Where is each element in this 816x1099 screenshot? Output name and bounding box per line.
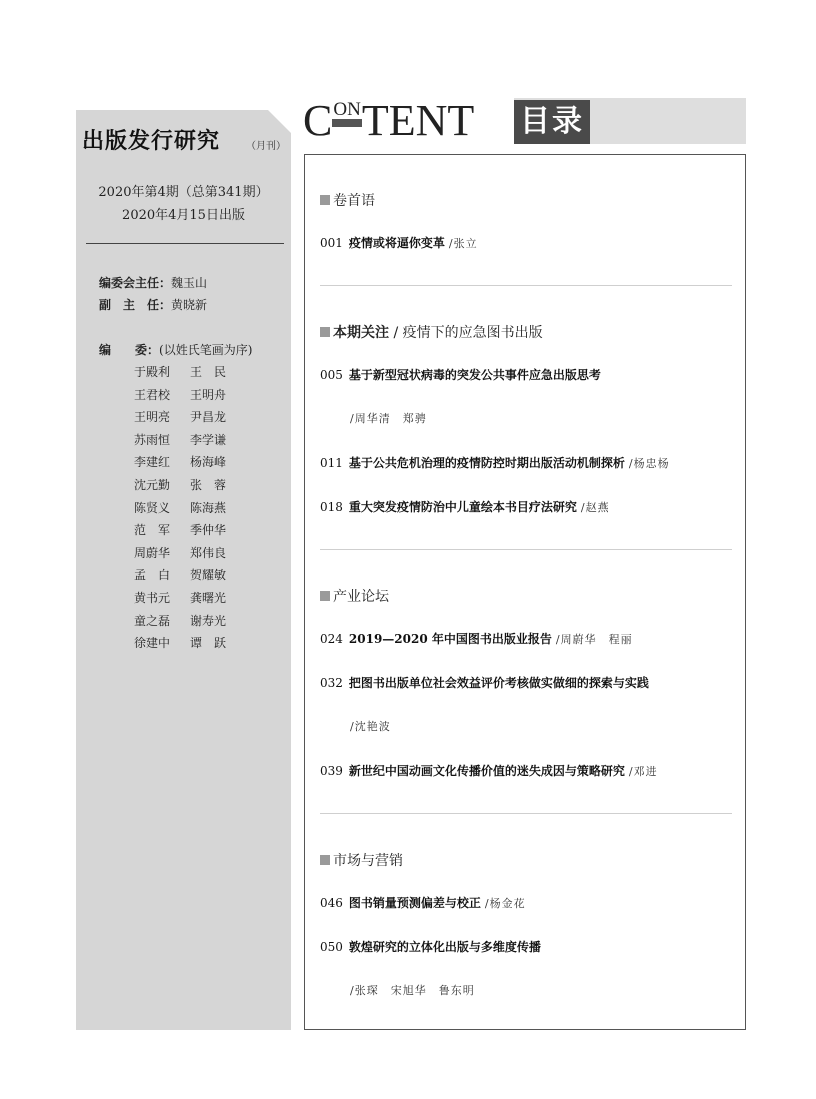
- section-marker-icon: [320, 855, 330, 865]
- wordmark-tent: TENT: [361, 96, 475, 145]
- members-heading: [99, 341, 252, 358]
- member-name: 沈元勤: [134, 478, 171, 492]
- member-name: 王君校: [134, 387, 171, 402]
- sidebar-divider: [86, 243, 284, 244]
- member-name: 黄书元: [134, 591, 171, 605]
- content-wordmark: [303, 96, 474, 146]
- member-name: 陈贤义: [134, 500, 171, 515]
- member-row: [134, 453, 246, 470]
- member-name: 谢寿光: [190, 613, 227, 628]
- member-row: [134, 386, 246, 403]
- section-heading: 本期关注 / 疫情下的应急图书出版: [320, 322, 543, 342]
- mulu-label: 目录: [514, 100, 590, 144]
- member-row: [134, 431, 246, 448]
- wordmark-c: C: [303, 96, 333, 145]
- member-row: [134, 499, 246, 516]
- sidebar-corner-cut: [268, 110, 292, 134]
- toc-entry[interactable]: 001 疫情或将逼你变革 /张立: [320, 236, 478, 250]
- member-name: 周蔚华: [134, 545, 171, 560]
- toc-entry-author: /周华清 郑骋: [350, 412, 427, 425]
- member-name: 孟 白: [134, 568, 171, 583]
- deputy-editor-name: 黄晓新: [171, 298, 208, 312]
- journal-frequency: （月刊）: [246, 141, 286, 152]
- member-row: [134, 589, 246, 606]
- deputy-editor-label: 副 主 任：: [99, 298, 172, 312]
- member-name: 李建红: [134, 455, 171, 470]
- member-name: 王明舟: [190, 387, 227, 402]
- member-name: 郑伟良: [190, 545, 227, 560]
- toc-entry[interactable]: 032 把图书出版单位社会效益评价考核做实做细的探索与实践: [320, 676, 649, 690]
- member-name: 王 民: [190, 365, 227, 379]
- toc-entry-author: /张琛 宋旭华 鲁东明: [350, 984, 475, 997]
- member-name: 陈海燕: [190, 500, 227, 515]
- toc-entry[interactable]: 024 2019—2020 年中国图书出版业报告 /周蔚华 程丽: [320, 632, 633, 646]
- member-name: 徐建中: [134, 636, 171, 651]
- member-row: [134, 544, 246, 561]
- member-name: 杨海峰: [190, 455, 227, 470]
- section-marker-icon: [320, 195, 330, 205]
- member-row: [134, 612, 246, 629]
- members-note: (以姓氏笔画为序): [159, 343, 253, 357]
- member-name: 于殿利: [134, 365, 171, 379]
- member-row: [134, 408, 246, 425]
- member-name: 谭 跃: [190, 636, 227, 651]
- toc-entry[interactable]: 005 基于新型冠状病毒的突发公共事件应急出版思考: [320, 368, 601, 382]
- journal-title: 出版发行研究: [82, 128, 221, 154]
- toc-entry[interactable]: 039 新世纪中国动画文化传播价值的迷失成因与策略研究 /邓进: [320, 764, 658, 778]
- member-name: 范 军: [134, 523, 171, 538]
- section-divider: [320, 813, 732, 814]
- members-label: 编 委：: [99, 343, 160, 357]
- section-divider: [320, 549, 732, 550]
- toc-entry-author: /沈艳波: [350, 720, 391, 733]
- issue-number: 2020年第4期（总第341期）: [98, 185, 269, 200]
- member-name: 苏雨恒: [134, 432, 171, 447]
- member-name: 贺耀敏: [190, 568, 227, 583]
- member-row: [134, 476, 246, 493]
- issue-date: 2020年4月15日出版: [122, 208, 245, 223]
- deputy-editor-row: [99, 296, 207, 313]
- member-row: [134, 521, 246, 538]
- chief-editor-row: [99, 274, 207, 291]
- member-name: 王明亮: [134, 410, 171, 425]
- toc-entry[interactable]: 050 敦煌研究的立体化出版与多维度传播: [320, 940, 541, 954]
- toc-entry[interactable]: 018 重大突发疫情防治中儿童绘本书目疗法研究 /赵燕: [320, 500, 610, 514]
- wordmark-on: ON: [332, 101, 361, 127]
- section-marker-icon: [320, 327, 330, 337]
- chief-editor-name: 魏玉山: [171, 276, 208, 290]
- member-name: 季仲华: [190, 523, 227, 538]
- toc-entry[interactable]: 011 基于公共危机治理的疫情防控时期出版活动机制探析 /杨忠杨: [320, 456, 670, 470]
- section-heading: 市场与营销: [320, 850, 403, 870]
- member-name: 龚曙光: [190, 591, 227, 605]
- chief-editor-label: 编委会主任：: [99, 276, 172, 290]
- member-name: 童之磊: [134, 613, 171, 628]
- member-row: [134, 634, 246, 651]
- section-divider: [320, 285, 732, 286]
- member-row: [134, 566, 246, 583]
- member-name: 尹昌龙: [190, 410, 227, 425]
- section-marker-icon: [320, 591, 330, 601]
- member-name: 李学谦: [190, 432, 227, 447]
- member-row: [134, 363, 246, 380]
- section-heading: 卷首语: [320, 190, 375, 210]
- section-heading: 产业论坛: [320, 586, 389, 606]
- member-name: 张 蓉: [190, 478, 227, 492]
- toc-entry[interactable]: 046 图书销量预测偏差与校正 /杨金花: [320, 896, 526, 910]
